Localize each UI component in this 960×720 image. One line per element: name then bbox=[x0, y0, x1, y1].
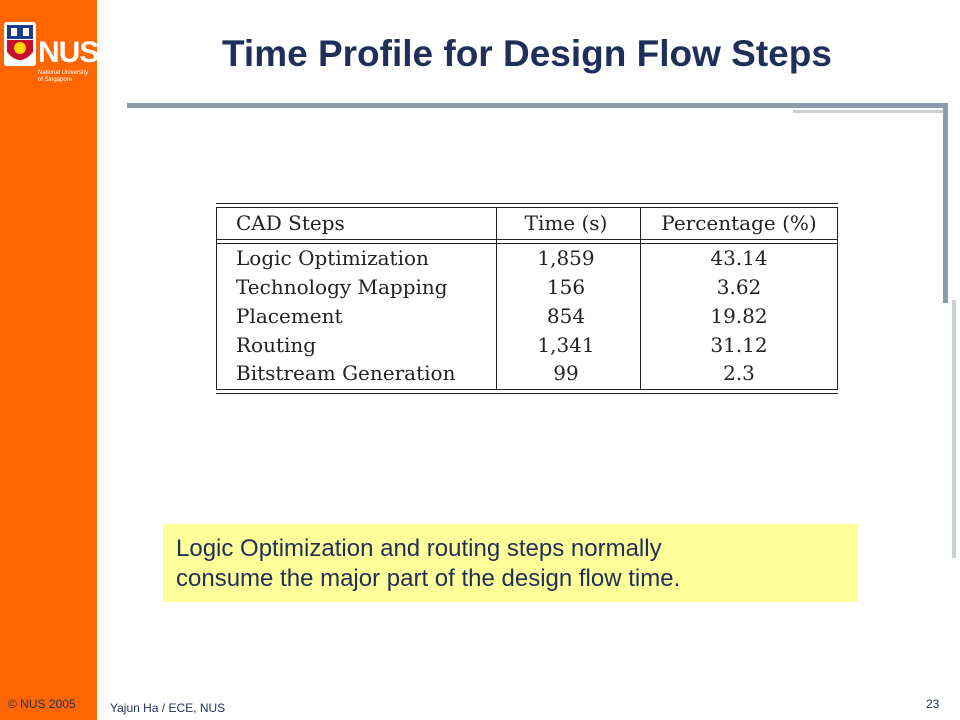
table-bottom-rule-2 bbox=[216, 393, 838, 394]
row-time: 1,859 bbox=[537, 246, 595, 270]
slide-title: Time Profile for Design Flow Steps bbox=[222, 33, 832, 74]
title-rule bbox=[127, 103, 946, 108]
side-rule bbox=[943, 103, 948, 303]
row-percentage: 2.3 bbox=[723, 361, 755, 385]
side-rule-lower bbox=[952, 300, 956, 558]
table-bottom-rule bbox=[216, 389, 838, 390]
row-time: 156 bbox=[546, 275, 586, 299]
row-time: 99 bbox=[553, 361, 579, 385]
sidebar-band bbox=[0, 0, 97, 720]
row-step: Routing bbox=[236, 333, 317, 357]
callout-box bbox=[163, 524, 858, 602]
logo-text: NUS bbox=[38, 36, 99, 69]
header-time: Time (s) bbox=[524, 211, 608, 235]
slide-number: 23 bbox=[926, 697, 940, 711]
header-rule bbox=[216, 239, 838, 240]
row-percentage: 3.62 bbox=[716, 275, 762, 299]
row-step: Technology Mapping bbox=[236, 275, 448, 299]
footer-copyright: © NUS 2005 bbox=[8, 697, 76, 711]
title-rule-shadow bbox=[793, 110, 943, 113]
cad-steps-table bbox=[216, 203, 838, 398]
row-step: Logic Optimization bbox=[236, 246, 429, 270]
row-step: Placement bbox=[236, 304, 343, 328]
crest-icon bbox=[2, 20, 38, 76]
table-left-border bbox=[216, 207, 217, 390]
row-step: Bitstream Generation bbox=[236, 361, 456, 385]
header-cad-steps: CAD Steps bbox=[236, 211, 345, 235]
table-top-rule-2 bbox=[216, 207, 838, 208]
logo-subtext: National University of Singapore bbox=[38, 70, 89, 83]
header-rule-2 bbox=[216, 243, 838, 244]
row-percentage: 31.12 bbox=[710, 333, 768, 357]
row-percentage: 19.82 bbox=[710, 304, 768, 328]
footer-author: Yajun Ha / ECE, NUS bbox=[110, 701, 226, 715]
header-percentage: Percentage (%) bbox=[661, 211, 817, 235]
nus-logo bbox=[0, 18, 99, 83]
callout-line-2: consume the major part of the design flow time. bbox=[176, 565, 681, 592]
table-top-rule bbox=[216, 203, 838, 204]
callout-line-1: Logic Optimization and routing steps normally bbox=[176, 535, 662, 562]
row-time: 854 bbox=[546, 304, 586, 328]
row-percentage: 43.14 bbox=[710, 246, 768, 270]
row-time: 1,341 bbox=[537, 333, 595, 357]
